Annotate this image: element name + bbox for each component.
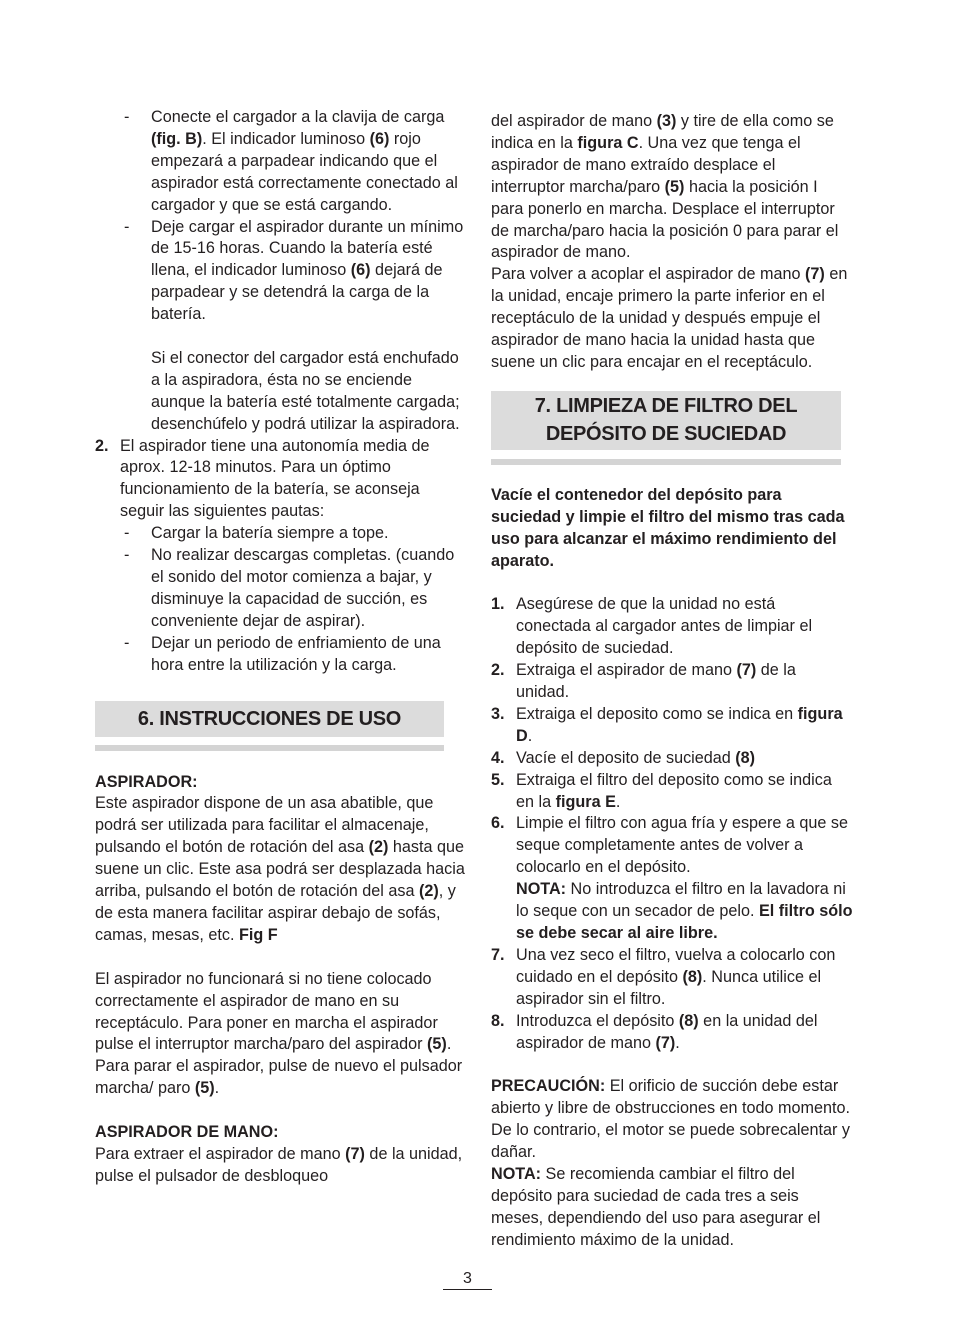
list-item: - Deje cargar el aspirador durante un mínimo de 15-16 horas. Cuando la batería esté llena, el indicador luminoso (6) dejará de parpadear y se detendrá la carga de la batería. xyxy=(124,217,464,324)
section-6-heading: 6. INSTRUCCIONES DE USO xyxy=(95,701,444,737)
step-4: 4. Vacíe el deposito de suciedad (8) xyxy=(491,748,756,767)
caution-paragraph: PRECAUCIÓN: El orificio de succión debe estar abierto y libre de obstrucciones en todo momento. De lo contrario, el motor se puede sobrecalentar y dañar. xyxy=(491,1077,851,1162)
list-item: - No realizar descargas completas. (cuando el sonido del motor comienza a bajar, y disminuye la capacidad de succión, es conveniente dejar de aspirar). xyxy=(124,546,455,630)
mano-paragraph: Para extraer el aspirador de mano (7) de la unidad, pulse el pulsador de desbloqueo xyxy=(95,1144,463,1185)
step-7: 7. Una vez seco el filtro, vuelva a colocarlo con cuidado en el depósito (8). Nunca utilice el aspirador sin el filtro. xyxy=(491,945,836,1008)
list-item: - Dejar un periodo de enfriamiento de una hora entre la utilización y la carga. xyxy=(124,633,441,674)
reattach-paragraph: Para volver a acoplar el aspirador de mano (7) en la unidad, encaje primero la parte inferior en el receptáculo de la unidad y después empuje el aspirador de mano hacia la unidad hasta que suene un clic para encajar en el receptáculo. xyxy=(491,265,848,371)
list-item: - Cargar la batería siempre a tope. xyxy=(124,524,389,543)
step-6-note: NOTA: No introduzca el filtro en la lavadora ni lo seque con un secador de pelo. El filtro sólo se debe secar al aire libre. xyxy=(516,880,853,942)
continued-paragraph: del aspirador de mano (3) y tire de ella como se indica en la figura C. Una vez que tenga el aspirador de mano extraído desplace el interruptor marcha/paro (5) hacia la posición I para ponerlo en marcha. Desplace el interruptor de marcha/paro hacia la posición 0 para parar el aspirador de mano. xyxy=(491,112,839,262)
section-7-heading: 7. LIMPIEZA DE FILTRO DEL DEPÓSITO DE SUCIEDAD xyxy=(491,391,841,450)
aspirador-heading: ASPIRADOR: xyxy=(95,772,198,791)
step-6: 6. Limpie el filtro con agua fría y espere a que se seque completamente antes de volver a colocarlo en el depósito. xyxy=(491,814,849,877)
list-item: - Conecte el cargador a la clavija de carga (fig. B). El indicador luminoso (6) rojo empezará a parpadear indicando que el aspirador está correctamente conectado al cargador y que se está cargando. xyxy=(124,108,458,214)
page-number: 3 xyxy=(463,1270,472,1287)
mano-heading: ASPIRADOR DE MANO: xyxy=(95,1123,279,1142)
intro-bold: Vacíe el contenedor del depósito para suciedad y limpie el filtro del mismo tras cada uso para alcanzar el máximo rendimiento del aparato. xyxy=(491,485,845,570)
right-column xyxy=(491,111,853,1252)
note-paragraph: NOTA: Se recomienda cambiar el filtro del depósito para suciedad de cada tres a seis meses, dependiendo del uso para asegurar el rendimiento máximo de la unidad. xyxy=(491,1164,821,1249)
step-5: 5. Extraiga el filtro del deposito como se indica en la figura E. xyxy=(491,770,832,811)
aspirador-paragraph: Este aspirador dispone de un asa abatible, que podrá ser utilizada para facilitar el almacenaje, pulsando el botón de rotación del asa (2) hasta que suene un clic. Este asa podrá ser desplazada hacia arriba, pulsando el botón de rotación del asa (2), y de esta manera facilitar aspirar debajo de sofás, camas, mesas, etc. Fig F xyxy=(95,794,465,944)
left-column xyxy=(95,107,467,1188)
aspirador-paragraph-2: El aspirador no funcionará si no tiene colocado correctamente el aspirador de mano en su receptáculo. Para poner en marcha el aspirador pulse el interruptor marcha/paro del aspirador (5). Para parar el aspirador, pulse de nuevo el pulsador marcha/ paro (5). xyxy=(95,969,463,1098)
step-2: 2. Extraiga el aspirador de mano (7) de la unidad. xyxy=(491,661,796,702)
step-3: 3. Extraiga el deposito como se indica en figura D. xyxy=(491,704,843,745)
page-number-rule xyxy=(443,1289,492,1290)
bullet-dash: - xyxy=(124,108,130,126)
step-8: 8. Introduzca el depósito (8) en la unidad del aspirador de mano (7). xyxy=(491,1011,818,1052)
bullet-dash: - xyxy=(124,217,130,236)
charger-note: Si el conector del cargador está enchufado a la aspiradora, ésta no se enciende aunque la batería esté totalmente cargada; desenchúfelo y podrá utilizar la aspiradora. xyxy=(151,348,460,433)
step-1: 1. Asegúrese de que la unidad no está conectada al cargador antes de limpiar el depósito de suciedad. xyxy=(491,595,813,658)
list-item-2: 2. El aspirador tiene una autonomía media de aprox. 12-18 minutos. Para un óptimo funcionamiento de la batería, se aconseja seguir las siguientes pautas: xyxy=(95,436,430,521)
